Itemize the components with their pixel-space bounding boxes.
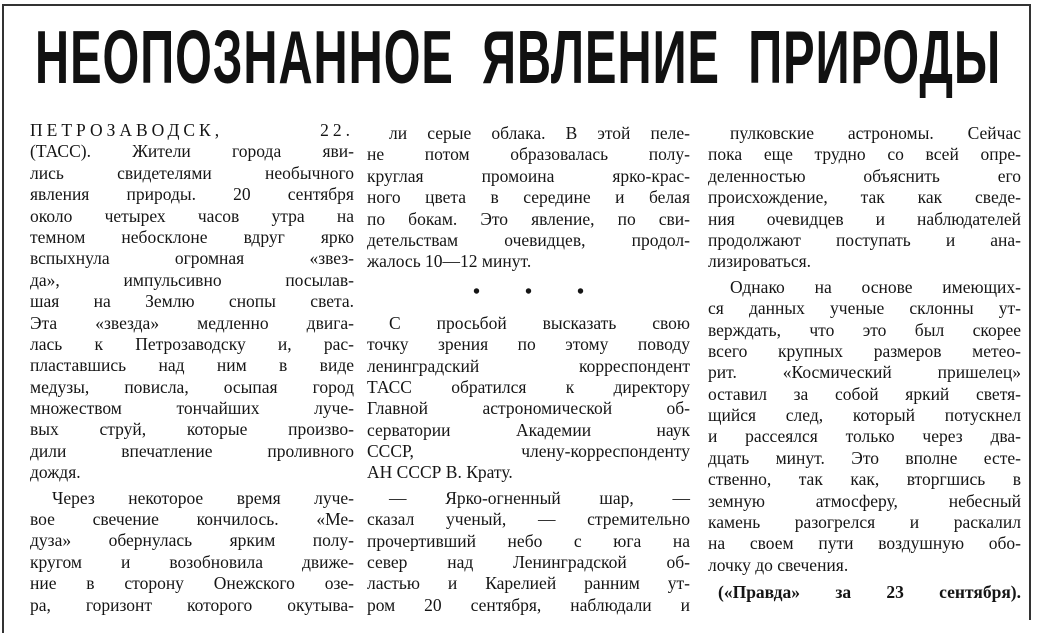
text-line: да», импульсивно посылав- bbox=[30, 269, 354, 290]
text-line: ПЕТРОЗАВОДСК, 22. bbox=[30, 120, 354, 140]
text-line: множеством тончайших луче- bbox=[30, 398, 354, 419]
text-line: детельствам очевидцев, продол- bbox=[367, 229, 690, 250]
source-attribution: («Правда» за 23 сентября). bbox=[718, 582, 1021, 603]
text-line: серватории Академии наук bbox=[367, 419, 690, 440]
headline-container bbox=[35, 15, 1002, 110]
text-line: (ТАСС). Жители города яви- bbox=[30, 141, 354, 162]
text-line: ленинградский корреспондент bbox=[367, 355, 690, 376]
text-line: не потом образовалась полу- bbox=[367, 144, 690, 165]
text-line: С просьбой высказать свою bbox=[389, 312, 690, 333]
text-line: рит. «Космический пришелец» bbox=[708, 362, 1021, 383]
text-line: и рассеялся только через два- bbox=[708, 426, 1021, 447]
article-column-2 bbox=[367, 123, 690, 620]
paragraph bbox=[367, 488, 690, 616]
text-line: всего крупных размеров метео- bbox=[708, 340, 1021, 361]
text-line: Эта «звезда» медленно двига- bbox=[30, 312, 354, 333]
paragraph bbox=[367, 123, 690, 273]
text-line: кругом и возобновила движе- bbox=[30, 551, 354, 572]
text-line: круглая промоина ярко-крас- bbox=[367, 165, 690, 186]
text-line: вых струй, которые произво- bbox=[30, 419, 354, 440]
text-line: явления природы. 20 сентября bbox=[30, 184, 354, 205]
text-line: дуза» обернулась ярким полу- bbox=[30, 530, 354, 551]
text-line: верждать, что это был скорее bbox=[708, 319, 1021, 340]
text-line: север над Ленинградской об- bbox=[367, 552, 690, 573]
text-line: АН СССР В. Крату. bbox=[367, 462, 513, 483]
text-line: ра, горизонт которого окутыва- bbox=[30, 594, 354, 615]
text-line: Однако на основе имеющих- bbox=[730, 276, 1021, 297]
text-line: земную атмосферу, небесный bbox=[708, 490, 1021, 511]
text-line: лизироваться. bbox=[708, 251, 812, 272]
text-line: на своем пути воздушную обо- bbox=[708, 533, 1021, 554]
text-line: деленностью объяснить его bbox=[708, 165, 1021, 186]
headline: НЕОПОЗНАННОЕ ЯВЛЕНИЕ ПРИРОДЫ bbox=[35, 15, 1002, 100]
text-line: медузы, повисла, осыпая город bbox=[30, 376, 354, 397]
text-line: ТАСС обратился к директору bbox=[367, 376, 690, 397]
text-line: — Ярко-огненный шар, — bbox=[389, 487, 690, 508]
text-line: прочертивший небо с юга на bbox=[367, 530, 690, 551]
text-line: лись свидетелями необычного bbox=[30, 162, 354, 183]
text-line: ром 20 сентября, наблюдали и bbox=[367, 594, 690, 615]
article-column-1 bbox=[30, 120, 354, 620]
article-column-3 bbox=[708, 123, 1021, 604]
text-line: ли серые облака. В этой пеле- bbox=[389, 123, 690, 143]
text-line: темном небосклоне вдруг ярко bbox=[30, 226, 354, 247]
text-line: дили впечатление проливного bbox=[30, 440, 354, 461]
section-separator: • • • bbox=[472, 280, 604, 303]
text-line: ного цвета в середине и белая bbox=[367, 187, 690, 208]
paragraph bbox=[367, 313, 690, 484]
text-line: дцать минут. Это вполне есте- bbox=[708, 447, 1021, 468]
text-line: пластавшись над ним в виде bbox=[30, 355, 354, 376]
paragraph bbox=[30, 120, 354, 484]
text-line: камень разогрелся и раскалил bbox=[708, 512, 1021, 533]
text-line: пулковские астрономы. Сейчас bbox=[730, 123, 1021, 143]
text-line: Через некоторое время луче- bbox=[52, 487, 354, 508]
text-line: сказал ученый, — стремительно bbox=[367, 509, 690, 530]
text-line: щийся след, который потускнел bbox=[708, 405, 1021, 426]
text-line: продолжают поступать и ана- bbox=[708, 229, 1021, 250]
left-border-rule bbox=[2, 4, 4, 633]
text-line: ние в сторону Онежского озе- bbox=[30, 573, 354, 594]
text-line: ся данных ученые склонны ут- bbox=[708, 298, 1021, 319]
paragraph bbox=[30, 488, 354, 616]
text-line: ственно, так как, вторгшись в bbox=[708, 469, 1021, 490]
text-line: дождя. bbox=[30, 462, 81, 483]
text-line: шая на Землю снопы света. bbox=[30, 291, 354, 312]
text-line: оставил за собой яркий светя- bbox=[708, 383, 1021, 404]
text-line: Главной астрономической об- bbox=[367, 398, 690, 419]
text-line: лась к Петрозаводску и, рас- bbox=[30, 333, 354, 354]
text-line: вое свечение кончилось. «Ме- bbox=[30, 509, 354, 530]
text-line: по бокам. Это явление, по сви- bbox=[367, 208, 690, 229]
text-line: лочку до свечения. bbox=[708, 554, 849, 575]
text-line: происхождение, так как сведе- bbox=[708, 187, 1021, 208]
text-line: жалось 10—12 минут. bbox=[367, 251, 532, 272]
text-line: точку зрения по этому поводу bbox=[367, 334, 690, 355]
text-line: около четырех часов утра на bbox=[30, 205, 354, 226]
text-line: ластью и Карелией ранним ут- bbox=[367, 573, 690, 594]
text-line: пока еще трудно со всей опре- bbox=[708, 144, 1021, 165]
paragraph bbox=[708, 277, 1021, 576]
right-border-rule bbox=[1029, 4, 1031, 620]
text-line: вспыхнула огромная «звез- bbox=[30, 248, 354, 269]
paragraph bbox=[708, 123, 1021, 273]
text-line: СССР, члену-корреспонденту bbox=[367, 441, 690, 462]
top-border-rule bbox=[3, 4, 1031, 6]
text-line: ния очевидцев и наблюдателей bbox=[708, 208, 1021, 229]
